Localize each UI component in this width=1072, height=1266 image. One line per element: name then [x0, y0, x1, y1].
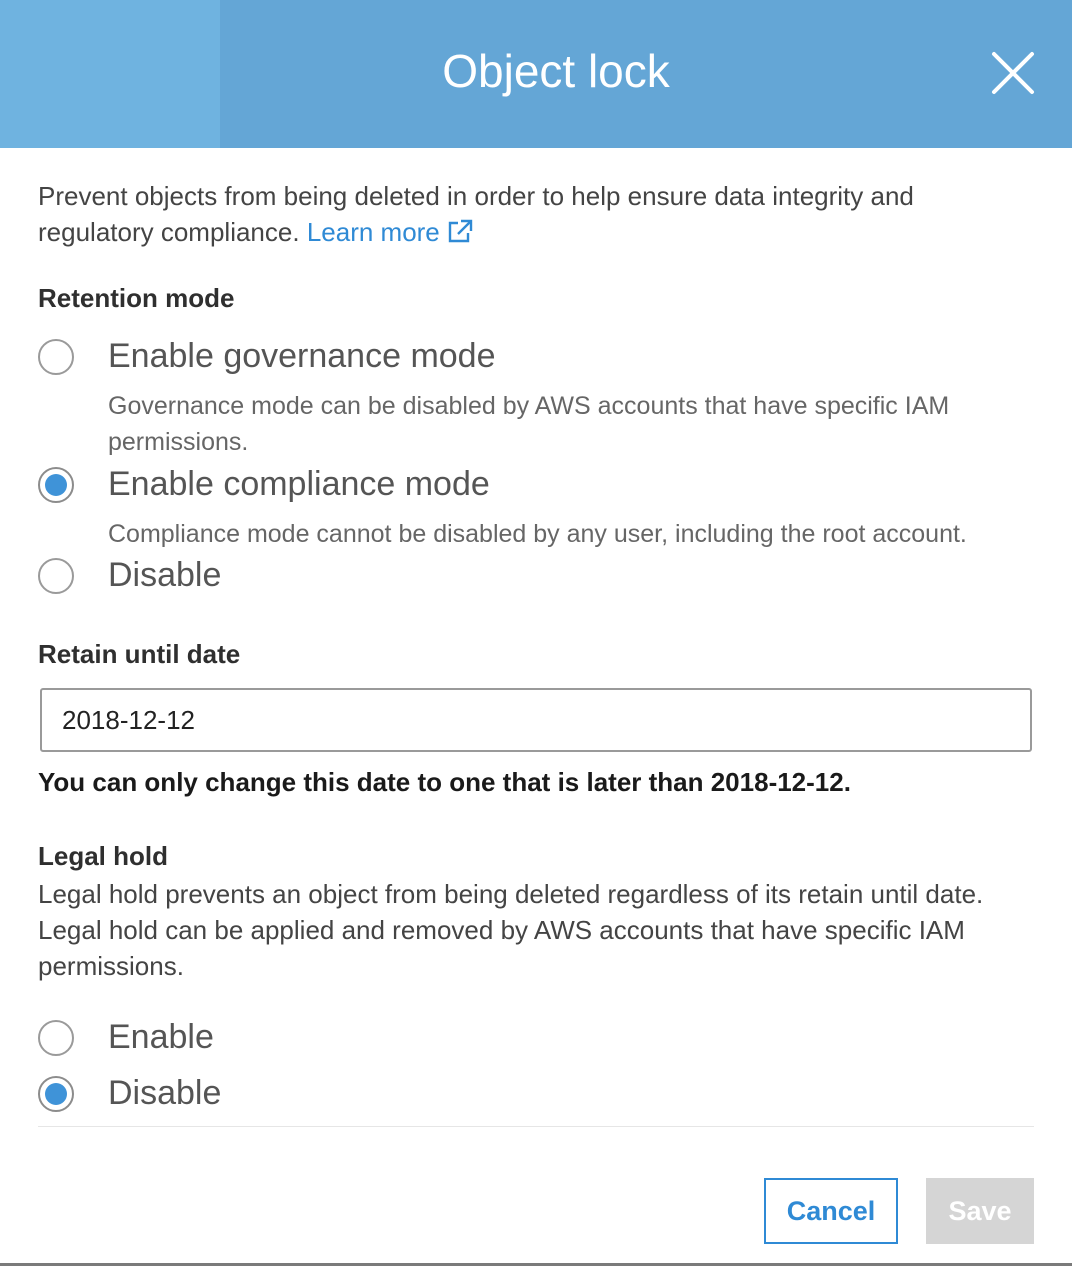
radio-label: Enable: [108, 1018, 214, 1056]
retain-until-note: You can only change this date to one that is later than 2018-12-12.: [38, 767, 851, 797]
radio-legal-hold-disable[interactable]: [38, 1076, 1038, 1120]
compliance-mode-description: Compliance mode cannot be disabled by any user, including the root account.: [108, 520, 967, 548]
modal-title: Object lock: [442, 45, 670, 97]
radio-retention-disable[interactable]: [38, 558, 1038, 602]
save-button[interactable]: Save: [926, 1178, 1034, 1244]
close-button[interactable]: [986, 46, 1040, 100]
radio-label: Enable compliance mode: [108, 465, 490, 503]
footer-divider: [38, 1126, 1034, 1127]
radio-label: Enable governance mode: [108, 337, 496, 375]
legal-hold-description: Legal hold prevents an object from being deleted regardless of its retain until date. Legal hold can be applied and removed by AWS accounts that have specific IAM permissions.: [38, 879, 984, 981]
radio-label: Disable: [108, 1074, 222, 1112]
radio-governance-mode[interactable]: [38, 339, 1038, 383]
modal-header: [0, 0, 1072, 148]
radio-button[interactable]: [38, 1020, 74, 1056]
external-link-icon: [446, 217, 474, 253]
close-icon: [986, 46, 1040, 100]
radio-legal-hold-enable[interactable]: [38, 1020, 1038, 1064]
header-tab-accent: [0, 0, 220, 148]
legal-hold-label: Legal hold: [38, 841, 168, 871]
retain-until-label: Retain until date: [38, 639, 241, 669]
radio-dot: [45, 1083, 67, 1105]
retention-mode-label: Retention mode: [38, 283, 235, 313]
cancel-button[interactable]: Cancel: [764, 1178, 898, 1244]
radio-button[interactable]: [38, 558, 74, 594]
learn-more-label: Learn more: [306, 217, 440, 247]
radio-button[interactable]: [38, 339, 74, 375]
radio-label: Disable: [108, 556, 222, 594]
radio-button-selected[interactable]: [38, 1076, 74, 1112]
radio-dot: [45, 474, 67, 496]
radio-button-selected[interactable]: [38, 467, 74, 503]
learn-more-link[interactable]: [307, 217, 474, 247]
intro-description: Prevent objects from being deleted in order to help ensure data integrity and regulatory compliance.: [38, 181, 914, 247]
intro-text: [38, 178, 1028, 253]
radio-compliance-mode[interactable]: [38, 467, 1038, 511]
retain-until-date-input[interactable]: [40, 688, 1032, 752]
governance-mode-description: Governance mode can be disabled by AWS accounts that have specific IAM permissions.: [108, 392, 950, 456]
